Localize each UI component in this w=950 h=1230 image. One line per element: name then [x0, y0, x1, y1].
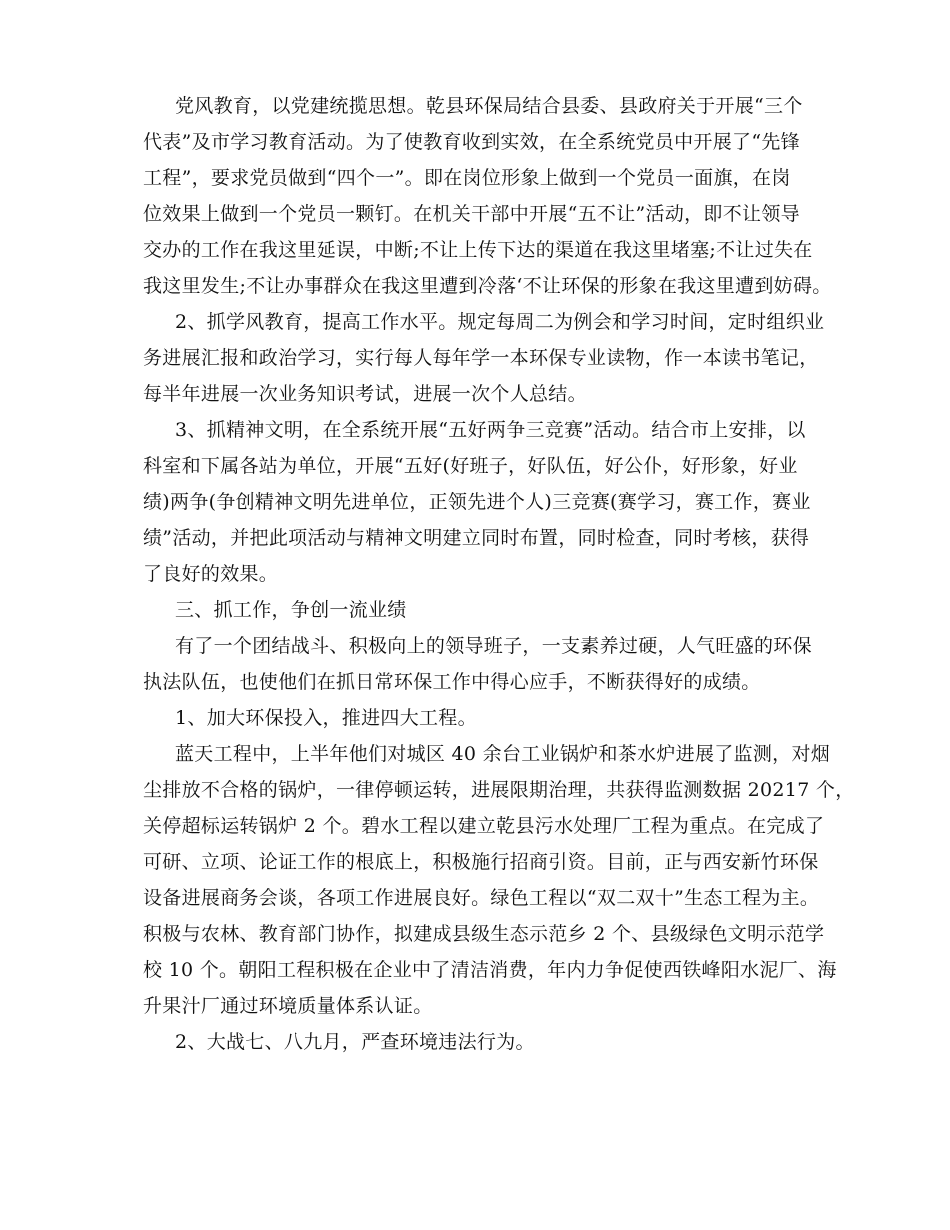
- paragraph-line: 每半年进展一次业务知识考试，进展一次个人总结。: [143, 383, 587, 405]
- paragraph-first-line: 有了一个团结战斗、积极向上的领导班子，一支素养过硬，人气旺盛的环保: [175, 635, 812, 657]
- paragraph-line: 科室和下属各站为单位，开展“五好(好班子，好队伍，好公仆，好形象，好业: [143, 455, 798, 477]
- paragraph-line: 我这里发生;不让办事群众在我这里遭到冷落‘不让环保的形象在我这里遭到妨碍。: [143, 275, 832, 297]
- paragraph-line: 代表”及市学习教育活动。为了使教育收到实效，在全系统党员中开展了“先锋: [143, 131, 800, 153]
- paragraph-line: 关停超标运转锅炉 2 个。碧水工程以建立乾县污水处理厂工程为重点。在完成了: [143, 815, 825, 837]
- paragraph-line: 积极与农林、教育部门协作，拟建成县级生态示范乡 2 个、县级绿色文明示范学: [143, 923, 825, 945]
- paragraph-line: 尘排放不合格的锅炉，一律停顿运转，进展限期治理，共获得监测数据 20217 个，: [143, 779, 855, 801]
- paragraph-first-line: 2、大战七、八九月，严查环境违法行为。: [175, 1031, 535, 1053]
- paragraph-line: 升果汁厂通过环境质量体系认证。: [143, 995, 433, 1017]
- paragraph-first-line: 2、抓学风教育，提高工作水平。规定每周二为例会和学习时间，定时组织业: [175, 311, 825, 333]
- paragraph-line: 了良好的效果。: [143, 563, 279, 585]
- paragraph-first-line: 蓝天工程中，上半年他们对城区 40 余台工业锅炉和茶水炉进展了监测，对烟: [175, 743, 831, 765]
- paragraph-line: 交办的工作在我这里延误，中断;不让上传下达的渠道在我这里堵塞;不让过失在: [143, 239, 813, 261]
- paragraph-first-line: 三、抓工作，争创一流业绩: [175, 599, 407, 621]
- paragraph-first-line: 党风教育，以党建统揽思想。乾县环保局结合县委、县政府关于开展“三个: [175, 95, 803, 117]
- paragraph-line: 务进展汇报和政治学习，实行每人每年学一本环保专业读物，作一本读书笔记，: [143, 347, 819, 369]
- paragraph-line: 绩)两争(争创精神文明先进单位，正领先进个人)三竞赛(赛学习，赛工作，赛业: [143, 491, 811, 513]
- paragraph-line: 位效果上做到一个党员一颗钉。在机关干部中开展“五不让”活动，即不让领导: [143, 203, 800, 225]
- paragraph-first-line: 1、加大环保投入，推进四大工程。: [175, 707, 477, 729]
- paragraph-line: 设备进展商务会谈，各项工作进展良好。绿色工程以“双二双十”生态工程为主。: [143, 887, 820, 909]
- paragraph-line: 可研、立项、论证工作的根底上，积极施行招商引资。目前，正与西安新竹环保: [143, 851, 819, 873]
- paragraph-first-line: 3、抓精神文明，在全系统开展“五好两争三竞赛”活动。结合市上安排，以: [175, 419, 806, 441]
- paragraph-line: 执法队伍，也使他们在抓日常环保工作中得心应手，不断获得好的成绩。: [143, 671, 761, 693]
- paragraph-line: 工程”，要求党员做到“四个一”。即在岗位形象上做到一个党员一面旗，在岗: [143, 167, 791, 189]
- paragraph-line: 校 10 个。朝阳工程积极在企业中了清洁消费，年内力争促使西铁峰阳水泥厂、海: [143, 959, 837, 981]
- paragraph-line: 绩”活动，并把此项活动与精神文明建立同时布置，同时检查，同时考核，获得: [143, 527, 810, 549]
- document-body: [143, 88, 855, 1060]
